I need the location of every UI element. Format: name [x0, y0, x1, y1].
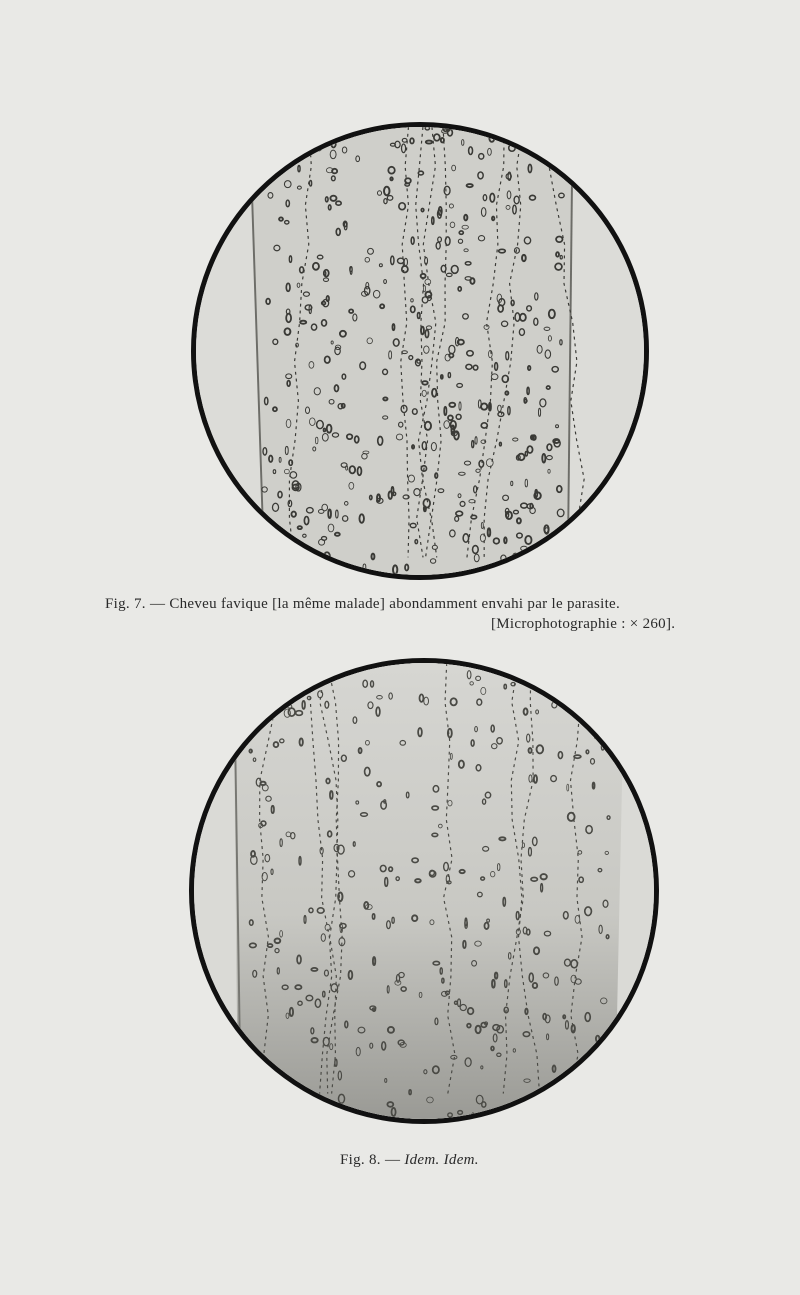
caption-dash: — — [384, 1152, 401, 1168]
microphotograph-fig-7 — [191, 122, 649, 580]
microphotograph-fig-8 — [189, 658, 659, 1124]
caption-text-fig-8: Idem. Idem. — [404, 1152, 479, 1168]
caption-dash: — — [149, 596, 166, 612]
caption-fig-7-line-1 — [105, 596, 620, 613]
caption-fig-7-line-2 — [491, 616, 675, 633]
hair-shaft-image-fig-7 — [196, 127, 644, 575]
caption-fig-8 — [340, 1152, 479, 1169]
caption-text-fig-7: Cheveu favique [la même malade] abondamment envahi par le parasite. — [169, 596, 621, 612]
figure-number-8: Fig. 8. — [340, 1152, 381, 1168]
figure-number-7: Fig. 7. — [105, 596, 146, 612]
hair-shaft-image-fig-8 — [194, 663, 654, 1119]
caption-magnification: [Microphotographie : × 260]. — [491, 616, 676, 632]
